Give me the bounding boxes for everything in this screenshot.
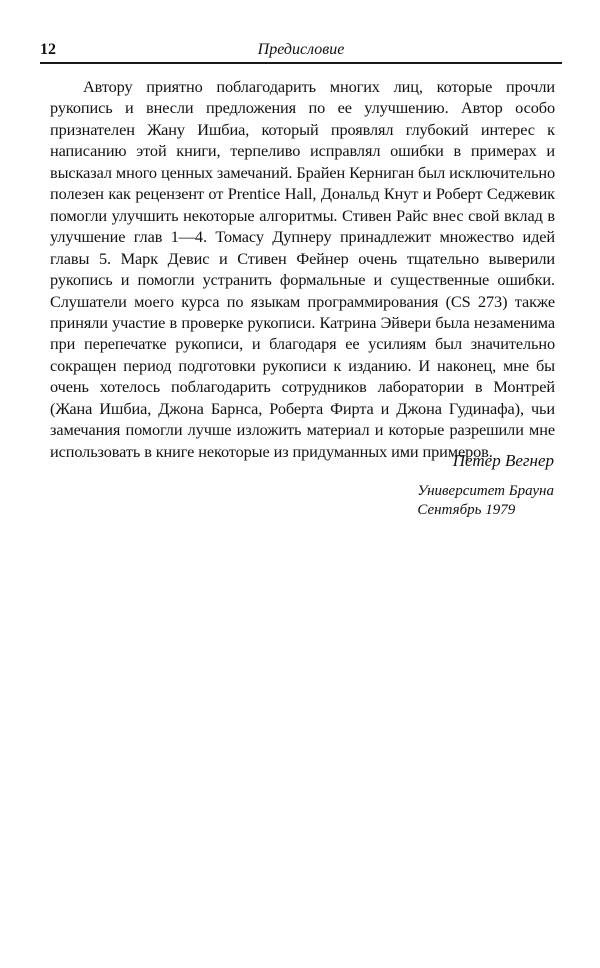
signature-date: Сентябрь 1979 [417,502,516,518]
signature-block [417,450,554,520]
running-title: Предисловие [257,41,345,58]
page-number: 12 [40,41,56,58]
acknowledgements-paragraph: Автору приятно поблагодарить многих лиц, которые прочли рукопись и внесли предложения по ее улучшению. Автор особо признателен Жану Ишбиа, который проявлял глубокий интерес к написанию этой книги, терпеливо исправлял ошибки в примерах и высказал много ценных замечаний. Брайен Керниган был исключительно полезен как рецензент от Prentice Hall, Дональд Кнут и Роберт Седжевик помогли улучшить некоторые алгоритмы. Стивен Райс внес свой вклад в улучшение глав 1—4. Томасу Дупнеру принадлежит множество идей главы 5. Марк Девис и Стивен Фейнер очень тщательно выверили рукопись и помогли устранить формальные и существенные ошибки. Слушатели моего курса по языкам программирования (CS 273) также приняли участие в проверке рукописи. Катрина Эйвери была незаменима при перепечатке рукописи, и благодаря ее усилиям был значительно сокращен период подготовки рукописи к изданию. И наконец, мне бы очень хотелось поблагодарить сотрудников лаборатории в Монтрей (Жана Ишбиа, Джона Барнса, Роберта Фирта и Джона Гудинафа), чьи замечания помогли лучше изложить материал и которые разрешили мне использовать в книге некоторые из придуманных ими примеров. [50,77,555,461]
affiliation-block [417,482,554,520]
author-affiliation: Университет Брауна [417,483,554,499]
author-name: Петер Вегнер [452,451,554,470]
page-header [40,40,562,64]
